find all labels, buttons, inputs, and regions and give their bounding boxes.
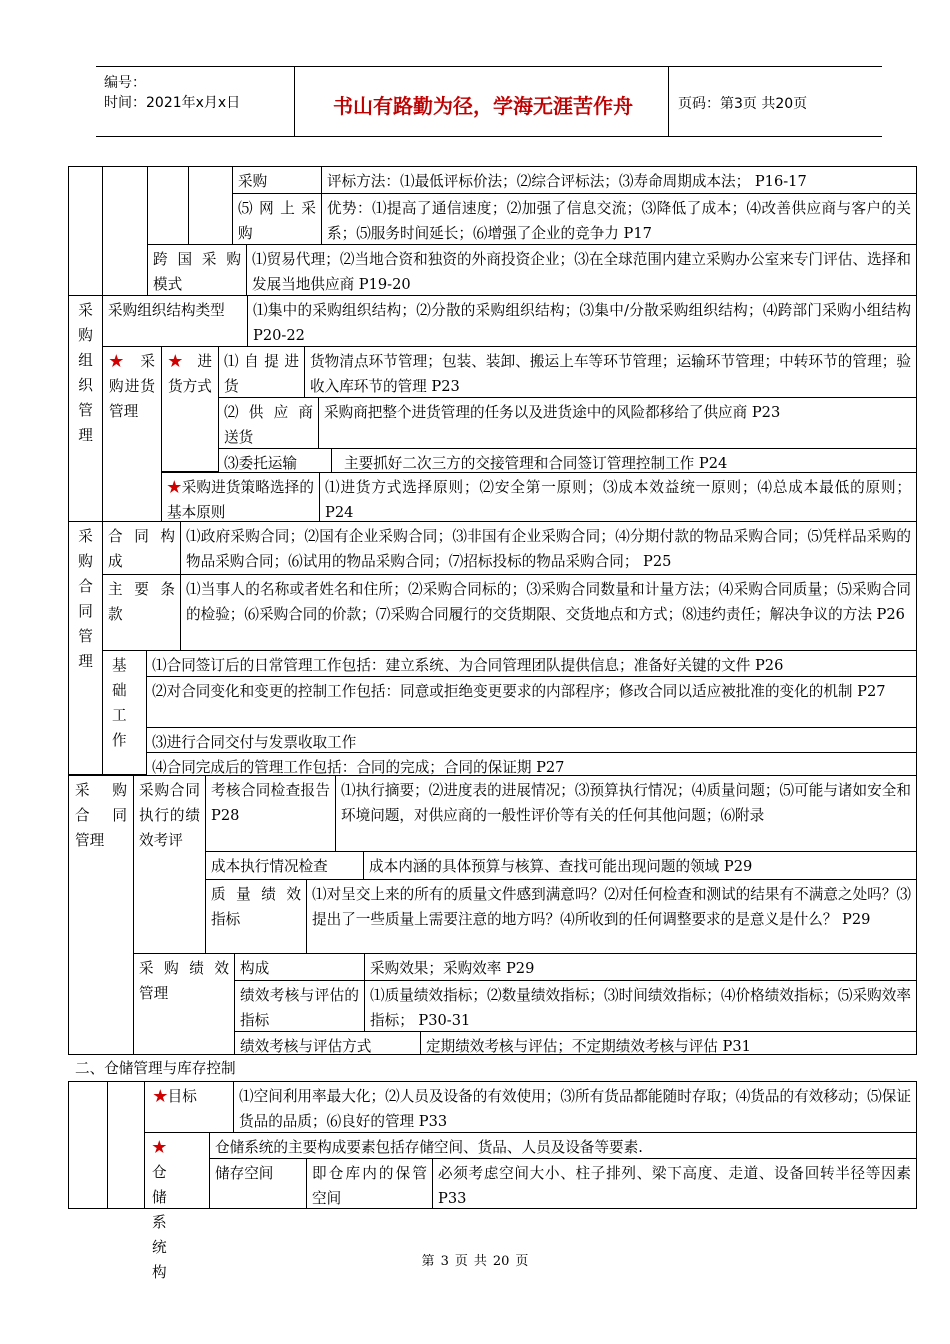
footer-page: 3 — [440, 1254, 449, 1269]
table-cell: ⑷合同完成后的管理工作包括：合同的完成；合同的保证期 P27 — [146, 752, 917, 776]
table-cell: 主 要 条款 — [102, 574, 181, 651]
time-label: 时间：2021年x月x日 — [104, 95, 241, 111]
table-cell: 采 购 绩 效 管理 — [133, 953, 235, 1055]
cell-text: 进货方式 — [168, 353, 212, 395]
table-cell — [144, 1081, 234, 1133]
table-cell — [147, 166, 189, 245]
table-cell: ⑸ 网 上 采购 — [232, 193, 322, 245]
table-cell: 采购合同管理 — [68, 521, 103, 775]
table-cell: 评标方法：⑴最低评标价法；⑵综合评标法；⑶寿命周期成本法； P16-17 — [321, 166, 917, 194]
table-cell: 货物清点环节管理；包装、装卸、搬运上车等环节管理；运输环节管理；中转环节的管理；验收入库环节的管理 P23 — [304, 346, 917, 398]
table-cell — [102, 166, 148, 296]
motto: 书山有路勤为径，学海无涯苦作舟 — [333, 94, 633, 118]
star-icon: ★ — [168, 353, 188, 370]
table-cell: 优势：⑴提高了通信速度；⑵加强了信息交流；⑶降低了成本；⑷改善供应商与客户的关系；⑸服务时间延长；⑹增强了企业的竞争力 P17 — [321, 193, 917, 245]
header-top-rule — [96, 66, 882, 67]
footer-text: 第 — [421, 1254, 435, 1269]
footer-text: 页 — [515, 1254, 529, 1269]
table-cell: 采 购 合 同 管理 — [68, 775, 134, 1055]
header-divider — [294, 66, 295, 136]
table-cell: 采购效果；采购效率 P29 — [364, 953, 917, 981]
table-cell: 仓储系统的主要构成要素包括存储空间、货品、人员及设备等要素. — [209, 1132, 917, 1159]
table-cell: ⑴ 自 提 进货 — [218, 346, 305, 398]
footer-text: 页 — [454, 1254, 468, 1269]
table-cell: 质 量 绩 效 指标 — [205, 879, 307, 954]
cell-text: 采购进货管理 — [109, 353, 155, 420]
header-bottom-rule — [96, 136, 882, 137]
table-cell: ⑴空间利用率最大化；⑵人员及设备的有效使用；⑶所有货品都能随时存取；⑷货品的有效移动；⑸保证货品的品质；⑹良好的管理 P33 — [233, 1081, 917, 1133]
table-cell — [188, 166, 233, 245]
table-cell: ⑴贸易代理；⑵当地合资和独资的外商投资企业；⑶在全球范围内建立采购办公室来专门评估、选择和发展当地供应商 P19-20 — [246, 244, 917, 296]
table-cell: ⑴对呈交上来的所有的质量文件感到满意吗？⑵对任何检查和测试的结果有不满意之处吗？⑶提出了一些质量上需要注意的地方吗？⑷所收到的任何调整要求的是意义是什么？ P29 — [306, 879, 917, 954]
star-icon: ★ — [109, 353, 130, 370]
cell-text: 仓储系统构 — [152, 1164, 181, 1281]
table-cell — [161, 472, 320, 522]
table-cell: 采购商把整个进货管理的任务以及进货途中的风险都移给了供应商 P23 — [318, 397, 917, 449]
cell-text: 采购进货策略选择的基本原则 — [167, 479, 314, 521]
table-cell: 绩效考核与评估方式 — [234, 1031, 421, 1055]
table-cell: ⑴合同签订后的日常管理工作包括：建立系统、为合同管理团队提供信息；准备好关键的文件 P26 — [146, 650, 917, 677]
star-icon: ★ — [167, 479, 182, 496]
table-cell — [161, 346, 219, 472]
table-cell: 采购组织结构类型 — [102, 295, 248, 347]
footer-total: 20 — [492, 1254, 510, 1269]
table-cell: 绩效考核与评估的指标 — [234, 980, 365, 1032]
table-cell: 考核合同检查报告 P28 — [205, 775, 336, 852]
table-cell: ⑴执行摘要；⑵进度表的进展情况；⑶预算执行情况；⑷质量问题；⑸可能与诸如安全和环境问题，对供应商的一般性评价等有关的任何其他问题；⑹附录 — [335, 775, 917, 852]
star-icon: ★ — [152, 1139, 181, 1156]
table-cell: 采购组织管理 — [68, 295, 103, 522]
table-cell: ⑴进货方式选择原则；⑵安全第一原则；⑶成本效益统一原则；⑷总成本最低的原则； P24 — [319, 472, 917, 522]
table-cell: ⑶委托运输 — [218, 448, 332, 473]
page-footer — [0, 1250, 950, 1269]
table-cell: ⑵对合同变化和变更的控制工作包括：同意或拒绝变更要求的内部程序；修改合同以适应被批准的变化的机制 P27 — [146, 676, 917, 728]
table-cell: ⑴集中的采购组织结构；⑵分散的采购组织结构；⑶集中/分散采购组织结构；⑷跨部门采购小组结构 P20-22 — [247, 295, 917, 347]
page-header — [96, 66, 882, 136]
table-cell: 合 同 构成 — [102, 521, 181, 575]
table-cell — [107, 1081, 145, 1209]
number-label: 编号： — [104, 75, 146, 91]
table-cell — [68, 166, 103, 296]
table-cell: 构成 — [234, 953, 365, 981]
cell-text: 目标 — [167, 1088, 197, 1105]
table-cell — [68, 1081, 108, 1209]
table-cell: ⑶进行合同交付与发票收取工作 — [146, 727, 917, 753]
table-cell: ⑴质量绩效指标；⑵数量绩效指标；⑶时间绩效指标；⑷价格绩效指标；⑸采购效率指标； P30-31 — [364, 980, 917, 1032]
table-cell: 采购 — [232, 166, 322, 194]
table-cell: 即仓库内的保管空间 — [306, 1158, 433, 1209]
table-cell: 必须考虑空间大小、柱子排列、梁下高度、走道、设备回转半径等因素 P33 — [432, 1158, 917, 1209]
page-count: 页码：第3页 共20页 — [678, 96, 808, 112]
table-cell: 定期绩效考核与评估；不定期绩效考核与评估 P31 — [420, 1031, 917, 1055]
table-cell: 基础工作 — [102, 650, 147, 775]
table-cell: ⑴政府采购合同；⑵国有企业采购合同；⑶非国有企业采购合同；⑷分期付款的物品采购合同；⑸凭样品采购的物品采购合同；⑹试用的物品采购合同；⑺招标投标的物品采购合同； P25 — [180, 521, 917, 575]
footer-text: 共 — [473, 1254, 487, 1269]
table-cell: 主要抓好二次三方的交接管理和合同签订管理控制工作 P24 — [331, 448, 917, 473]
star-icon: ★ — [153, 1088, 168, 1105]
table-cell: ⑵ 供 应 商 送货 — [218, 397, 319, 449]
table-cell: ⑴当事人的名称或者姓名和住所；⑵采购合同标的；⑶采购合同数量和计量方法；⑷采购合同质量；⑸采购合同的检验；⑹采购合同的价款；⑺采购合同履行的交货期限、交货地点和方式；⑻违约责任；解决争议的方法 P26 — [180, 574, 917, 651]
section-heading: 二、仓储管理与库存控制 — [75, 1060, 236, 1077]
table-cell: 储存空间 — [209, 1158, 307, 1209]
table-cell: 成本执行情况检查 — [205, 851, 364, 880]
table-cell: 采购合同执行的绩效考评 — [133, 775, 206, 954]
table-cell — [144, 1132, 210, 1281]
table-cell: 成本内涵的具体预算与核算、查找可能出现问题的领域 P29 — [363, 851, 917, 880]
table-cell — [102, 346, 162, 522]
table-cell: 跨 国 采 购 模式 — [147, 244, 247, 296]
